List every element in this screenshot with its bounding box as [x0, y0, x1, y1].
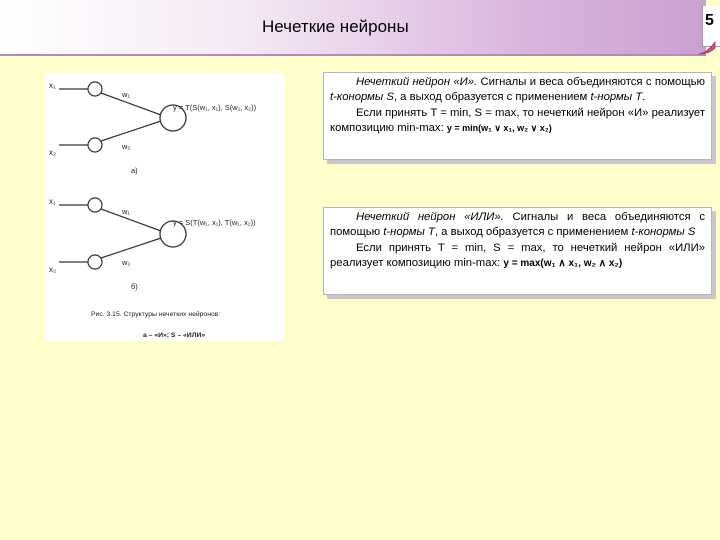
or-term-tnorm: t-нормы T [383, 226, 435, 239]
and-neuron-paragraph-1 [330, 75, 705, 106]
and-term-tnorm: t-нормы T [590, 91, 643, 104]
label-w2-bottom: w₂ [122, 258, 131, 267]
label-x1-top: x₁ [49, 81, 56, 90]
neuron-diagram [45, 73, 284, 341]
output-formula-top: y = T(S(w₁, x₁), S(w₁, x₂)) [173, 103, 257, 112]
and-text-4: Если принять T = min, S = max, то нечеткий нейрон «И» реализует композицию min-max: [330, 106, 705, 135]
or-term-tconorm: t-конормы S [631, 226, 696, 239]
and-text-1: Сигналы и веса объединяются с помощью [477, 76, 705, 88]
and-term-tconorm: t-конормы S [330, 91, 394, 104]
page-number: 5 [705, 12, 714, 29]
or-neuron-paragraph-1 [330, 210, 705, 241]
and-text-2: , а выход образуется с применением [393, 91, 591, 104]
title-bar [0, 0, 706, 56]
or-text-3: Если принять T = min, S = max, то нечеткий нейрон «ИЛИ» реализует композицию min-max: [330, 241, 705, 270]
or-text-1: Сигналы и веса объединяются с помощью [330, 211, 705, 239]
input-node-x2 [88, 138, 102, 152]
or-neuron-heading: Нечеткий нейрон «ИЛИ». [356, 211, 504, 223]
and-neuron-textbox [323, 72, 712, 160]
and-text-3: . [642, 91, 646, 104]
label-w2-top: w₂ [122, 142, 131, 151]
neuron-structures-figure [45, 73, 284, 341]
input-node-x1 [88, 198, 102, 212]
input-node-x2 [88, 255, 102, 269]
label-x1-bottom: x₁ [49, 197, 56, 206]
page-curl-icon [697, 40, 717, 56]
figure-caption-line2: a – «И»; S – «ИЛИ» [143, 332, 206, 339]
label-x2-top: x₂ [49, 148, 57, 157]
and-minmax-formula: y = min(w₁ ∨ x₁, w₂ ∨ x₂) [446, 123, 552, 134]
label-w1-top: w₁ [122, 90, 130, 99]
or-neuron-diagram [49, 197, 256, 291]
sublabel-b: б) [131, 282, 138, 291]
label-w1-bottom: w₁ [122, 207, 130, 216]
input-node-x1 [88, 82, 102, 96]
sublabel-a: a) [131, 166, 138, 175]
or-neuron-paragraph-2 [330, 241, 705, 272]
or-minmax-formula: y = max(w₁ ∧ x₁, w₂ ∧ x₂) [503, 258, 623, 270]
and-neuron-diagram [49, 81, 257, 175]
output-formula-bottom: y = S(T(w₁, x₁), T(w₁, x₂)) [173, 218, 256, 227]
and-neuron-paragraph-2 [330, 106, 705, 137]
figure-caption-line1: Рис. 3.15. Структуры нечетких нейронов: [91, 311, 221, 318]
or-text-2: , а выход образуется с применением [434, 226, 632, 239]
or-neuron-textbox [323, 207, 712, 295]
slide-title: Нечеткие нейроны [262, 17, 409, 36]
and-neuron-heading: Нечеткий нейрон «И». [356, 76, 478, 88]
label-x2-bottom: x₂ [49, 265, 57, 274]
